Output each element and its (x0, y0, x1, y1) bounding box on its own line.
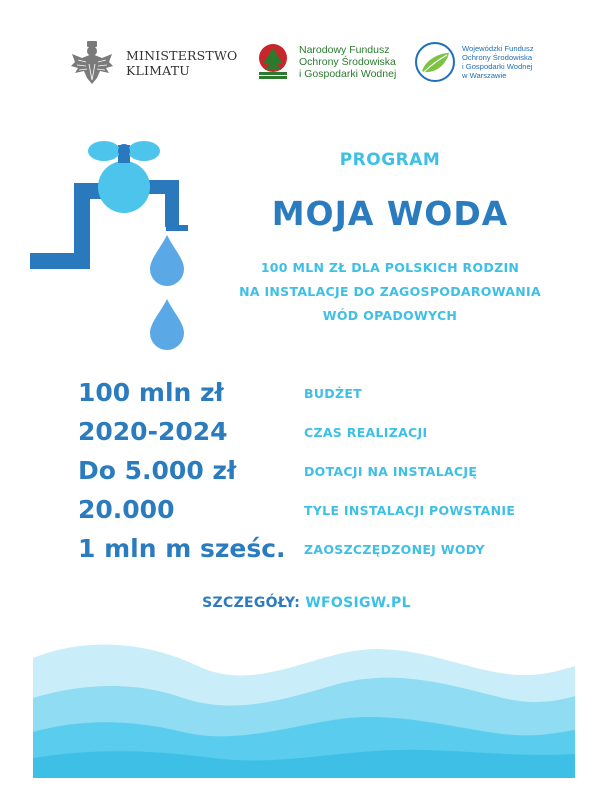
details-line (0, 595, 613, 611)
stat-row-budget (78, 373, 548, 412)
ministry-name: MINISTERSTWO KLIMATU (126, 48, 238, 78)
stat-label: TYLE INSTALACJI POWSTANIE (304, 503, 516, 518)
stat-label: DOTACJI NA INSTALACJĘ (304, 464, 478, 479)
stat-value: 100 mln zł (78, 378, 224, 407)
wfosigw-leaf-icon (414, 41, 456, 83)
subtitle: 100 MLN ZŁ DLA POLSKICH RODZIN NA INSTALACJE DO ZAGOSPODAROWANIA WÓD OPADOWYCH (239, 260, 541, 323)
water-drop-icon (150, 235, 184, 286)
details-link[interactable]: WFOSIGW.PL (305, 595, 411, 611)
stat-label: ZAOSZCZĘDZONEJ WODY (304, 542, 485, 557)
eagle-emblem-icon (70, 40, 114, 86)
stat-row-water (78, 529, 548, 568)
details-label: SZCZEGÓŁY: (202, 595, 301, 611)
stat-value: Do 5.000 zł (78, 456, 237, 485)
stat-row-period (78, 412, 548, 451)
stat-value: 20.000 (78, 495, 175, 524)
stat-value: 1 mln m sześc. (78, 534, 286, 563)
nfosigw-name: Narodowy Fundusz Ochrony Środowiska i Gospodarki Wodnej (299, 44, 397, 80)
nfosigw-tree-icon (253, 42, 293, 82)
stat-label: CZAS REALIZACJI (304, 425, 428, 440)
program-label: PROGRAM (339, 150, 441, 170)
waves-graphic (33, 640, 575, 778)
logo-bar (0, 0, 613, 100)
stat-row-installations (78, 490, 548, 529)
page-title: MOJA WODA (271, 194, 509, 233)
nfosigw-logo (253, 42, 396, 82)
wfosigw-logo (414, 41, 534, 83)
stat-value: 2020-2024 (78, 417, 228, 446)
faucet-icon (30, 135, 200, 357)
water-drop-icon (150, 299, 184, 350)
stat-row-grant (78, 451, 548, 490)
stats-list (78, 373, 548, 568)
ministry-logo (70, 40, 237, 86)
stat-label: BUDŻET (304, 386, 362, 401)
wfosigw-name: Wojewódzki Fundusz Ochrony Środowiska i Gospodarki Wodnej w Warszawie (462, 43, 534, 81)
